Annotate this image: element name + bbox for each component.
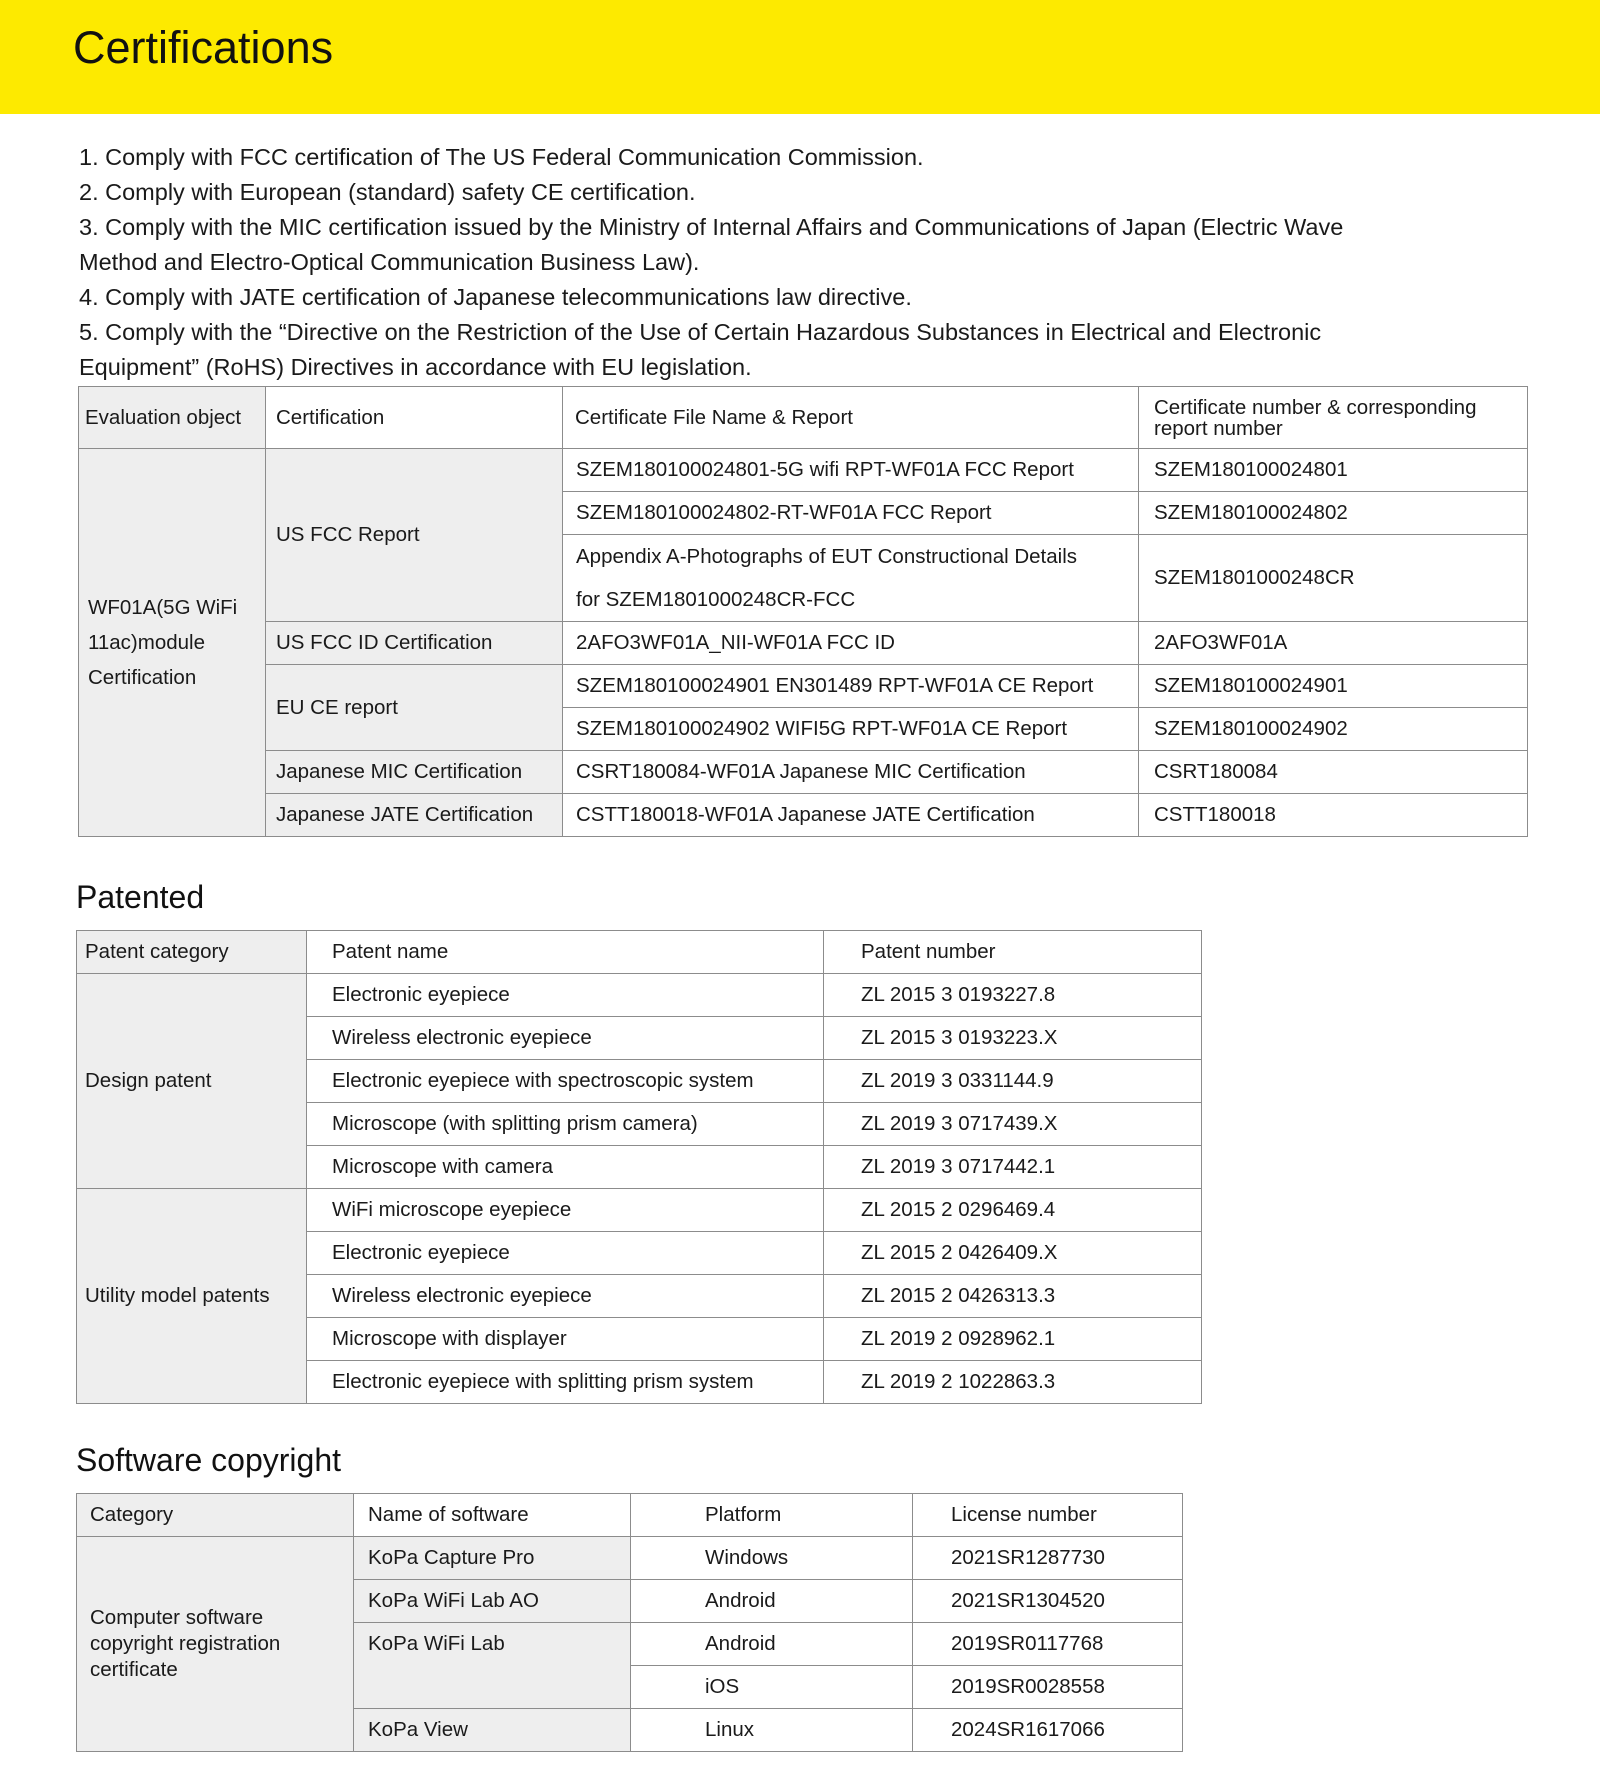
header-cell: Patent number xyxy=(824,931,1202,974)
patent-number-cell: ZL 2015 2 0426313.3 xyxy=(824,1275,1202,1318)
table-header-row xyxy=(77,1494,1183,1537)
certification-table xyxy=(78,386,1528,837)
table-row xyxy=(77,1537,1183,1580)
software-name-cell: KoPa View xyxy=(354,1709,631,1752)
compliance-item: 4. Comply with JATE certification of Japanese telecommunications law directive. xyxy=(79,284,912,310)
license-cell: 2021SR1287730 xyxy=(913,1537,1183,1580)
evaluation-object-cell: WF01A(5G WiFi 11ac)module Certification xyxy=(79,449,266,837)
platform-cell: Android xyxy=(631,1623,913,1666)
certification-cell: EU CE report xyxy=(266,665,563,751)
compliance-item: 2. Comply with European (standard) safety CE certification. xyxy=(79,179,696,205)
patent-category-cell: Utility model patents xyxy=(77,1189,307,1404)
table-row xyxy=(77,974,1202,1017)
software-table xyxy=(76,1493,1183,1752)
header-cell: Platform xyxy=(631,1494,913,1537)
table-row xyxy=(77,1189,1202,1232)
patent-name-cell: Electronic eyepiece xyxy=(307,1232,824,1275)
software-title: Software copyright xyxy=(76,1442,342,1478)
file-cell xyxy=(563,535,1139,622)
patent-number-cell: ZL 2015 3 0193227.8 xyxy=(824,974,1202,1017)
certification-cell: US FCC Report xyxy=(266,449,563,622)
file-cell: CSRT180084-WF01A Japanese MIC Certification xyxy=(563,751,1139,794)
table-header-row xyxy=(77,931,1202,974)
certification-cell: Japanese JATE Certification xyxy=(266,794,563,837)
header-cell: Evaluation object xyxy=(79,387,266,449)
patent-number-cell: ZL 2019 2 0928962.1 xyxy=(824,1318,1202,1361)
table-header-row xyxy=(79,387,1528,449)
header-banner xyxy=(0,0,1600,114)
table-row xyxy=(79,794,1528,837)
file-cell: 2AFO3WF01A_NII-WF01A FCC ID xyxy=(563,622,1139,665)
patent-number-cell: ZL 2019 2 1022863.3 xyxy=(824,1361,1202,1404)
file-cell: SZEM180100024902 WIFI5G RPT-WF01A CE Report xyxy=(563,708,1139,751)
patent-name-cell: Electronic eyepiece with splitting prism system xyxy=(307,1361,824,1404)
table-row xyxy=(79,751,1528,794)
compliance-item: 1. Comply with FCC certification of The US Federal Communication Commission. xyxy=(79,144,924,170)
patent-number-cell: ZL 2019 3 0717439.X xyxy=(824,1103,1202,1146)
patent-number-cell: ZL 2015 2 0426409.X xyxy=(824,1232,1202,1275)
patent-name-cell: Electronic eyepiece with spectroscopic system xyxy=(307,1060,824,1103)
platform-cell: Android xyxy=(631,1580,913,1623)
table-row xyxy=(79,622,1528,665)
header-cell: Name of software xyxy=(354,1494,631,1537)
compliance-item: 3. Comply with the MIC certification issued by the Ministry of Internal Affairs and Communications of Japan (Electric Wave Method and Electro-Optical Communication Business Law). xyxy=(79,214,1344,275)
number-cell: SZEM180100024902 xyxy=(1139,708,1528,751)
header-cell: Patent name xyxy=(307,931,824,974)
page-title: Certifications xyxy=(73,22,334,73)
software-name-cell: KoPa WiFi Lab xyxy=(354,1623,631,1709)
header-cell: Certification xyxy=(266,387,563,449)
patent-number-cell: ZL 2015 3 0193223.X xyxy=(824,1017,1202,1060)
license-cell: 2024SR1617066 xyxy=(913,1709,1183,1752)
table-row xyxy=(79,665,1528,708)
patent-name-cell: Electronic eyepiece xyxy=(307,974,824,1017)
platform-cell: Windows xyxy=(631,1537,913,1580)
file-cell: SZEM180100024801-5G wifi RPT-WF01A FCC Report xyxy=(563,449,1139,492)
number-cell: SZEM180100024801 xyxy=(1139,449,1528,492)
table-row xyxy=(79,449,1528,492)
platform-cell: Linux xyxy=(631,1709,913,1752)
software-name-cell: KoPa Capture Pro xyxy=(354,1537,631,1580)
header-cell: Certificate File Name & Report xyxy=(563,387,1139,449)
number-cell: SZEM180100024802 xyxy=(1139,492,1528,535)
certification-cell: US FCC ID Certification xyxy=(266,622,563,665)
header-cell: Category xyxy=(77,1494,354,1537)
patent-table xyxy=(76,930,1202,1404)
file-line: Appendix A-Photographs of EUT Constructional Details xyxy=(576,545,1078,568)
number-cell: SZEM180100024901 xyxy=(1139,665,1528,708)
license-cell: 2019SR0117768 xyxy=(913,1623,1183,1666)
license-cell: 2019SR0028558 xyxy=(913,1666,1183,1709)
patent-number-cell: ZL 2019 3 0331144.9 xyxy=(824,1060,1202,1103)
file-line: for SZEM1801000248CR-FCC xyxy=(576,588,856,611)
patent-number-cell: ZL 2015 2 0296469.4 xyxy=(824,1189,1202,1232)
patent-name-cell: WiFi microscope eyepiece xyxy=(307,1189,824,1232)
patent-name-cell: Wireless electronic eyepiece xyxy=(307,1017,824,1060)
number-cell: CSTT180018 xyxy=(1139,794,1528,837)
number-cell: SZEM1801000248CR xyxy=(1139,535,1528,622)
number-cell: CSRT180084 xyxy=(1139,751,1528,794)
patent-number-cell: ZL 2019 3 0717442.1 xyxy=(824,1146,1202,1189)
patented-title: Patented xyxy=(76,879,205,915)
patent-category-cell: Design patent xyxy=(77,974,307,1189)
software-category-cell: Computer software copyright registration certificate xyxy=(77,1537,354,1752)
platform-cell: iOS xyxy=(631,1666,913,1709)
header-cell: Certificate number & corresponding report number xyxy=(1139,387,1528,449)
number-cell: 2AFO3WF01A xyxy=(1139,622,1528,665)
compliance-item: 5. Comply with the “Directive on the Restriction of the Use of Certain Hazardous Substances in Electrical and Electronic Equipment” (RoHS) Directives in accordance with EU legislation. xyxy=(79,319,1322,380)
compliance-list xyxy=(79,140,1419,385)
header-cell: Patent category xyxy=(77,931,307,974)
file-cell: SZEM180100024901 EN301489 RPT-WF01A CE Report xyxy=(563,665,1139,708)
patent-name-cell: Microscope with camera xyxy=(307,1146,824,1189)
patent-name-cell: Microscope with displayer xyxy=(307,1318,824,1361)
patent-name-cell: Wireless electronic eyepiece xyxy=(307,1275,824,1318)
certification-cell: Japanese MIC Certification xyxy=(266,751,563,794)
file-cell: CSTT180018-WF01A Japanese JATE Certification xyxy=(563,794,1139,837)
patent-name-cell: Microscope (with splitting prism camera) xyxy=(307,1103,824,1146)
file-cell: SZEM180100024802-RT-WF01A FCC Report xyxy=(563,492,1139,535)
software-name-cell: KoPa WiFi Lab AO xyxy=(354,1580,631,1623)
header-cell: License number xyxy=(913,1494,1183,1537)
license-cell: 2021SR1304520 xyxy=(913,1580,1183,1623)
